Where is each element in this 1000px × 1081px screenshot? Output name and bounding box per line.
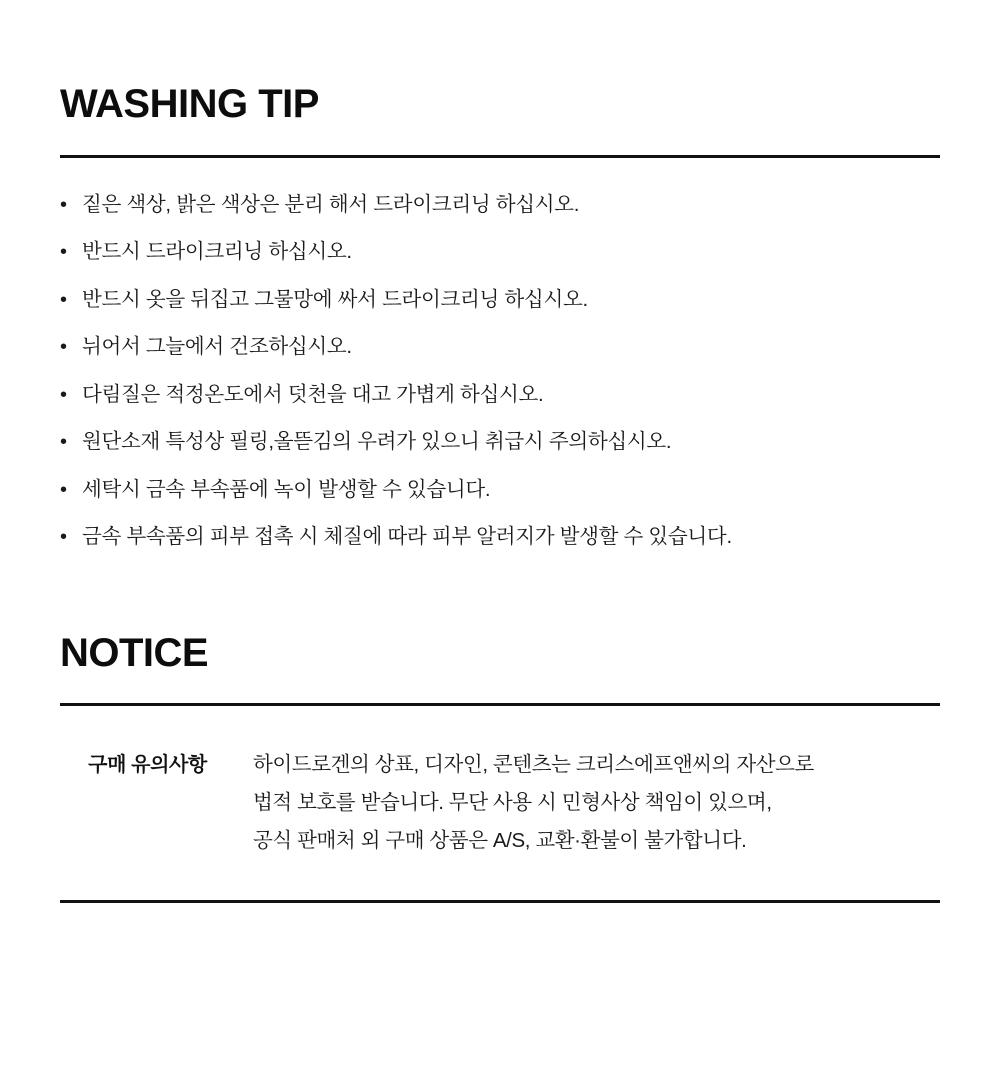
product-detail-page	[0, 27, 1000, 1081]
list-item	[60, 432, 940, 453]
list-item-text: 다림질은 적정온도에서 덧천을 대고 가볍게 하십시오.	[82, 382, 544, 406]
bullet-icon: •	[60, 431, 67, 454]
washing-tip-list	[60, 192, 940, 549]
list-item-text: 뉘어서 그늘에서 건조하십시오.	[82, 335, 352, 359]
notice-divider	[60, 703, 940, 706]
list-item	[60, 337, 940, 358]
list-item	[60, 287, 940, 311]
bullet-icon: •	[60, 383, 67, 406]
list-item	[60, 242, 940, 263]
bullet-icon: •	[60, 478, 67, 501]
notice-body	[60, 746, 940, 860]
bullet-icon: •	[60, 288, 67, 311]
bullet-icon: •	[60, 241, 67, 264]
list-item-text: 반드시 드라이크리닝 하십시오.	[82, 240, 352, 264]
notice-bottom-divider	[60, 900, 940, 903]
list-item-text: 세탁시 금속 부속품에 녹이 발생할 수 있습니다.	[82, 477, 491, 501]
list-item-text: 원단소재 특성상 필링,올뜯김의 우려가 있으니 취급시 주의하십시오.	[82, 430, 672, 454]
list-item	[60, 382, 940, 406]
bullet-icon: •	[60, 193, 67, 216]
notice-text-line: 하이드로겐의 상표, 디자인, 콘텐츠는 크리스에프앤씨의 자산으로	[253, 752, 814, 776]
notice-label: 구매 유의사항	[88, 753, 207, 776]
bullet-icon: •	[60, 336, 67, 359]
list-item-text: 금속 부속품의 피부 접촉 시 체질에 따라 피부 알러지가 발생할 수 있습니다.	[82, 525, 732, 549]
list-item-text: 짙은 색상, 밝은 색상은 분리 해서 드라이크리닝 하십시오.	[82, 192, 580, 216]
notice-text	[235, 746, 940, 860]
notice-text-line: 법적 보호를 받습니다. 무단 사용 시 민형사상 책임이 있으며,	[253, 790, 772, 814]
washing-tip-heading: WASHING TIP	[60, 81, 319, 126]
notice-heading: NOTICE	[60, 630, 209, 675]
list-item	[60, 192, 940, 216]
bullet-icon: •	[60, 526, 67, 549]
list-item	[60, 477, 940, 501]
list-item	[60, 527, 940, 548]
washing-tip-divider	[60, 155, 940, 158]
list-item-text: 반드시 옷을 뒤집고 그물망에 싸서 드라이크리닝 하십시오.	[82, 287, 588, 311]
notice-text-line: 공식 판매처 외 구매 상품은 A/S, 교환·환불이 불가합니다.	[253, 828, 747, 852]
